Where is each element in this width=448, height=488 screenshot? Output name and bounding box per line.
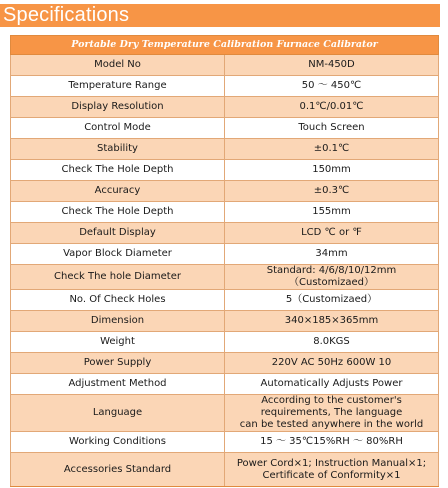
spec-value-line: According to the customer's requirements, The language [260, 395, 403, 418]
spec-label: Weight [11, 332, 225, 353]
spec-value: Standard: 4/6/8/10/12mm（Customizaed） [225, 265, 439, 290]
spec-table [10, 35, 439, 487]
spec-label: Check The Hole Depth [11, 160, 225, 181]
spec-label: Accuracy [11, 181, 225, 202]
spec-value: ±0.1℃ [225, 139, 439, 160]
table-row [11, 202, 439, 223]
spec-value: 155mm [225, 202, 439, 223]
spec-label: Default Display [11, 223, 225, 244]
table-row [11, 118, 439, 139]
spec-label: Power Supply [11, 353, 225, 374]
table-row [11, 353, 439, 374]
page-title: Specifications [3, 4, 130, 26]
table-caption-row [11, 36, 439, 55]
spec-value-line: Certificate of Conformity×1 [262, 469, 401, 481]
spec-value [225, 395, 439, 432]
spec-label: Display Resolution [11, 97, 225, 118]
table-row [11, 432, 439, 453]
spec-label: Check The hole Diameter [11, 265, 225, 290]
spec-value: Automatically Adjusts Power [225, 374, 439, 395]
table-row [11, 76, 439, 97]
table-row [11, 395, 439, 432]
spec-value: LCD ℃ or ℉ [225, 223, 439, 244]
spec-label: Working Conditions [11, 432, 225, 453]
table-row [11, 223, 439, 244]
spec-value: 15 ～ 35℃15%RH ～ 80%RH [225, 432, 439, 453]
spec-value: 340×185×365mm [225, 311, 439, 332]
spec-value [225, 453, 439, 487]
spec-value: 0.1℃/0.01℃ [225, 97, 439, 118]
spec-label: Control Mode [11, 118, 225, 139]
spec-value: NM-450D [225, 55, 439, 76]
spec-label: Stability [11, 139, 225, 160]
spec-value: 220V AC 50Hz 600W 10 [225, 353, 439, 374]
spec-label: Model No [11, 55, 225, 76]
spec-label: Check The Hole Depth [11, 202, 225, 223]
table-row [11, 290, 439, 311]
spec-label: Vapor Block Diameter [11, 244, 225, 265]
spec-label: Language [11, 395, 225, 432]
spec-label: Temperature Range [11, 76, 225, 97]
table-row [11, 139, 439, 160]
spec-value: 50 ～ 450℃ [225, 76, 439, 97]
table-row [11, 55, 439, 76]
spec-label: No. Of Check Holes [11, 290, 225, 311]
spec-value: 34mm [225, 244, 439, 265]
table-row [11, 332, 439, 353]
spec-label: Accessories Standard [11, 453, 225, 487]
table-row [11, 453, 439, 487]
spec-label: Adjustment Method [11, 374, 225, 395]
spec-value-line: can be tested anywhere in the world [239, 419, 424, 430]
spec-value: 150mm [225, 160, 439, 181]
spec-value: 8.0KGS [225, 332, 439, 353]
table-row [11, 181, 439, 202]
table-caption: Portable Dry Temperature Calibration Furnace Calibrator [11, 36, 439, 55]
spec-label: Dimension [11, 311, 225, 332]
page-header [0, 4, 440, 27]
spec-value-line: Power Cord×1; Instruction Manual×1; [236, 457, 427, 469]
spec-value: ±0.3℃ [225, 181, 439, 202]
table-row [11, 244, 439, 265]
spec-value: 5（Customizaed） [225, 290, 439, 311]
table-row [11, 160, 439, 181]
table-row [11, 374, 439, 395]
table-row [11, 311, 439, 332]
spec-value: Touch Screen [225, 118, 439, 139]
table-row [11, 97, 439, 118]
table-row [11, 265, 439, 290]
